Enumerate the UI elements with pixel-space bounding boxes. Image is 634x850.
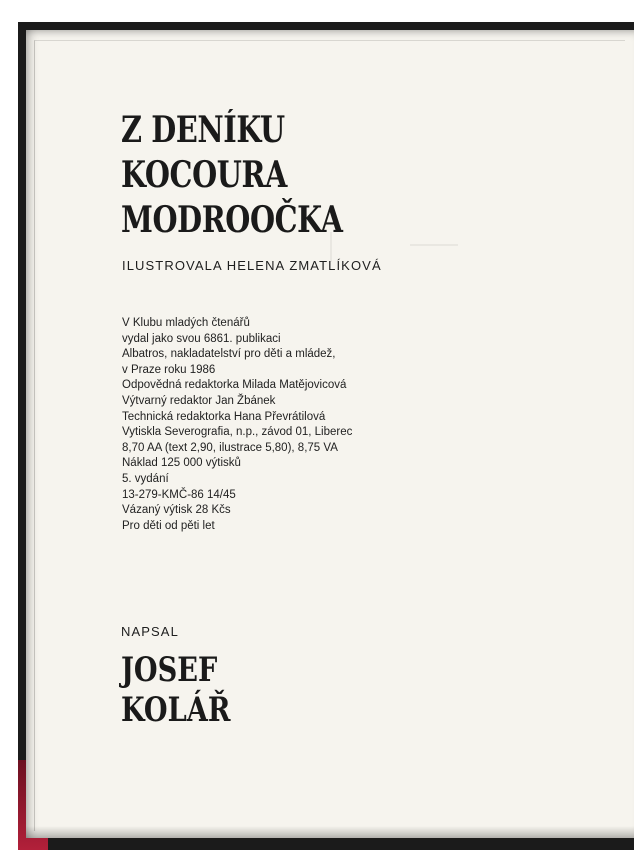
imprint-line: 8,70 AA (text 2,90, ilustrace 5,80), 8,75 VA bbox=[122, 441, 338, 454]
imprint-line: Výtvarný redaktor Jan Žbánek bbox=[122, 394, 276, 407]
imprint-line: Albatros, nakladatelství pro děti a mládež, bbox=[122, 348, 336, 361]
show-through-mark bbox=[410, 244, 458, 246]
book-title bbox=[121, 108, 343, 243]
imprint-line: Odpovědná redaktorka Milada Matějovicová bbox=[122, 379, 347, 392]
imprint-line: Pro děti od pěti let bbox=[122, 519, 215, 532]
author-label: NAPSAL bbox=[121, 624, 179, 639]
imprint-line: 5. vydání bbox=[122, 472, 169, 485]
book-title-line: KOCOURA bbox=[121, 154, 287, 196]
imprint-line: Technická redaktorka Hana Převrátilová bbox=[122, 410, 326, 423]
imprint-line: v Praze roku 1986 bbox=[122, 363, 216, 376]
author-name bbox=[121, 650, 230, 730]
imprint-line: V Klubu mladých čtenářů bbox=[122, 317, 250, 329]
imprint-block bbox=[122, 316, 352, 534]
imprint-line: Náklad 125 000 výtisků bbox=[122, 457, 241, 470]
illustrator-credit: ILUSTROVALA HELENA ZMATLÍKOVÁ bbox=[122, 258, 382, 273]
imprint-line: 13-279-KMČ-86 14/45 bbox=[122, 488, 236, 501]
imprint-line: Vytiskla Severografia, n.p., závod 01, Liberec bbox=[122, 426, 353, 439]
book-title-line: MODROOČKA bbox=[121, 199, 343, 241]
book-title-line: Z DENÍKU bbox=[121, 109, 285, 151]
imprint-line: vydal jako svou 6861. publikaci bbox=[122, 332, 281, 345]
imprint-line: Vázaný výtisk 28 Kčs bbox=[122, 504, 231, 517]
author-name-line: JOSEF bbox=[121, 650, 218, 690]
page-bottom-shadow bbox=[26, 826, 634, 838]
author-name-line: KOLÁŘ bbox=[121, 690, 231, 730]
